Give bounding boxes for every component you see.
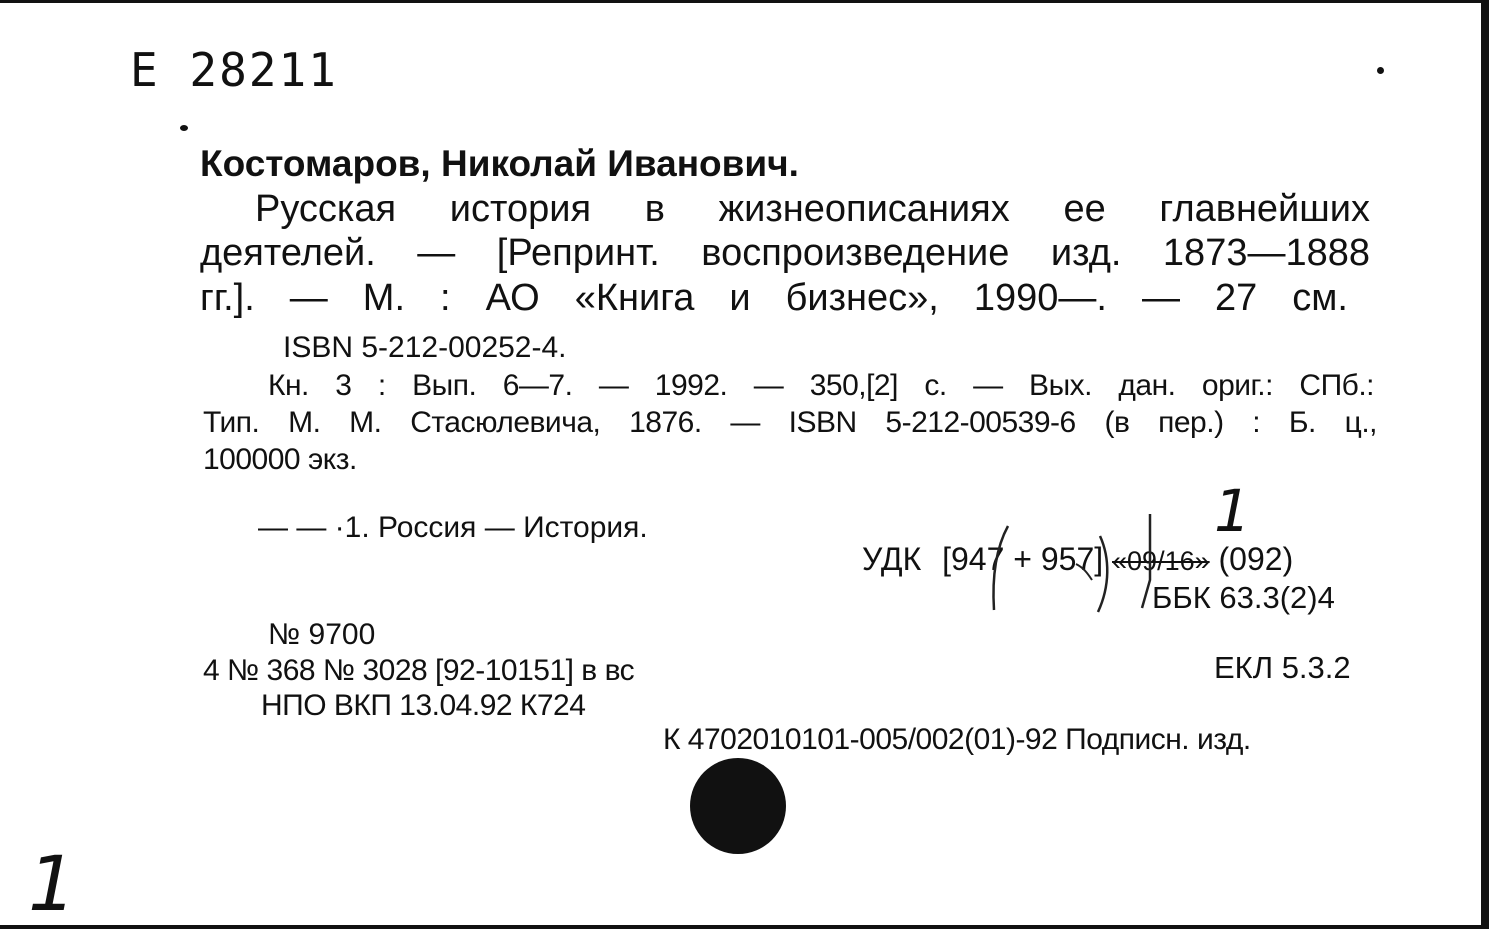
ekl-line: ЕКЛ 5.3.2: [1214, 650, 1351, 685]
bbk-line: ББК 63.3(2)4: [1152, 580, 1335, 615]
speck-top-right: [1377, 67, 1384, 74]
npo-line: НПО ВКП 13.04.92 К724: [261, 689, 586, 722]
author-heading: Костомаров, Николай Иванович.: [200, 143, 799, 184]
punch-hole: [690, 758, 786, 854]
pencil-marks: [960, 508, 1170, 618]
shelf-code: Е 28211: [130, 43, 338, 97]
handwritten-mark-top: 1: [1214, 477, 1251, 545]
isbn-line: ISBN 5-212-00252-4.: [283, 331, 567, 364]
k-line: К 4702010101-005/002(01)-92 Подписн. изд.: [663, 723, 1251, 756]
title-line-2: деятелей. — [Репринт. воспроизведение изд. 1873—1888: [200, 232, 1370, 274]
volume-line-1: Кн. 3 : Вып. 6—7. — 1992. — 350,[2] с. — Вых. дан. ориг.: СПб.:: [268, 369, 1374, 402]
udk-value: [947 + 957]: [942, 541, 1104, 577]
handwritten-mark-corner: 1: [28, 839, 77, 928]
volume-line-3: 100000 экз.: [203, 443, 357, 476]
card-number: № 9700: [268, 618, 376, 651]
volume-line-2: Тип. М. М. Стасюлевича, 1876. — ISBN 5-212-00539-6 (в пер.) : Б. ц.,: [203, 406, 1377, 439]
speck-left: [180, 125, 188, 131]
udk-label: УДК: [862, 541, 922, 577]
title-line-1: Русская история в жизнеописаниях ее главнейших: [255, 188, 1370, 230]
subject-heading: — — ·1. Россия — История.: [258, 511, 648, 544]
udk-struck: «09/16»: [1112, 546, 1210, 576]
order-line: 4 № 368 № 3028 [92-10151] в вс: [203, 654, 635, 687]
udk-suffix: (092): [1218, 541, 1294, 577]
title-line-3: гг.]. — М. : АО «Книга и бизнес», 1990—. — 27 см.: [200, 277, 1348, 319]
